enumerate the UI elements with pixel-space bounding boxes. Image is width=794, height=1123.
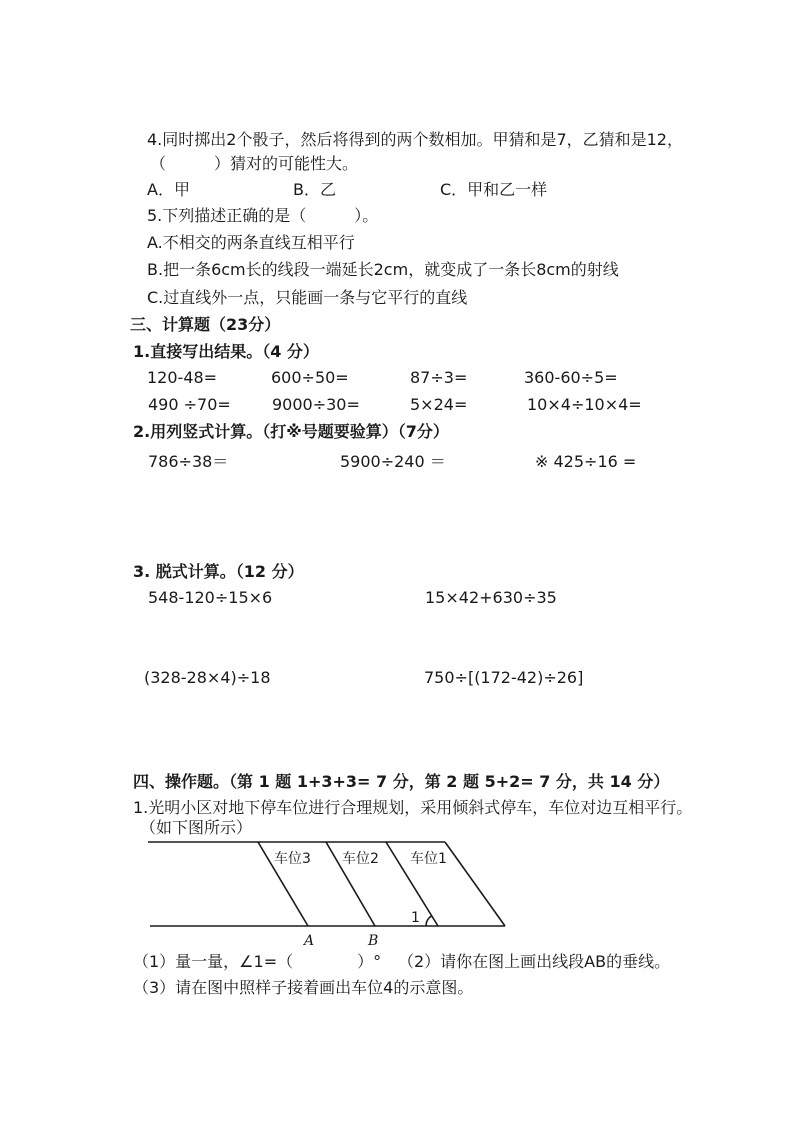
section4-q1-sub3: （3）请在图中照样子接着画出车位4的示意图。 (133, 978, 474, 997)
q4-stem-line1: 4.同时掷出2个骰子，然后将得到的两个数相加。甲猜和是7，乙猜和是12， (147, 130, 683, 149)
q4-option-c: C．甲和乙一样 (440, 180, 548, 199)
oral-calc-item: 87÷3= (410, 368, 468, 387)
oral-calc-item: 10×4÷10×4= (527, 395, 642, 414)
step-calc-item: (328-28×4)÷18 (144, 668, 271, 687)
oral-calc-item: 120-48= (147, 368, 218, 387)
q4-option-a: A．甲 (147, 180, 190, 199)
section4-q1-sub1: （1）量一量，∠1=（ ）° (133, 952, 382, 971)
oral-calc-item: 5×24= (410, 395, 468, 414)
q4-option-b: B．乙 (293, 180, 336, 199)
q5-option-b: B.把一条6cm长的线段一端延长2cm，就变成了一条长8cm的射线 (147, 260, 619, 279)
section4-title: 四、操作题。（第 1 题 1+3+3= 7 分，第 2 题 5+2= 7 分，共 14 分） (133, 772, 670, 791)
vertical-calc-item: ※ 425÷16 = (535, 452, 637, 471)
oral-calc-item: 600÷50= (271, 368, 349, 387)
oral-calc-item: 490 ÷70= (148, 395, 231, 414)
section4-q1-note: （如下图所示） (140, 818, 253, 837)
vertical-calc-item: 5900÷240 ＝ (340, 452, 446, 471)
angle-1-label: 1 (411, 910, 420, 926)
section4-q1-stem: 1.光明小区对地下停车位进行合理规划，采用倾斜式停车，车位对边互相平行。 (133, 798, 693, 817)
q5-stem: 5.下列描述正确的是（ ）。 (147, 206, 379, 225)
parking-space-2-label: 车位2 (342, 851, 379, 867)
q4-stem-line2: （ ）猜对的可能性大。 (150, 154, 359, 173)
parking-divider-line (445, 842, 505, 926)
section3-part1-title: 1.直接写出结果。（4 分） (133, 342, 319, 361)
vertical-calc-item: 786÷38＝ (148, 452, 229, 471)
section4-q1-sub2: （2）请你在图上画出线段AB的垂线。 (398, 952, 671, 971)
angle-1-arc (426, 916, 432, 926)
point-b-label: B (368, 933, 379, 949)
q5-option-c: C.过直线外一点，只能画一条与它平行的直线 (147, 288, 468, 307)
section3-part3-title: 3. 脱式计算。（12 分） (133, 562, 304, 581)
section3-title: 三、计算题（23分） (130, 315, 281, 334)
q5-option-a: A.不相交的两条直线互相平行 (147, 233, 355, 252)
parking-space-1-label: 车位1 (410, 851, 447, 867)
oral-calc-item: 360-60÷5= (524, 368, 618, 387)
oral-calc-item: 9000÷30= (272, 395, 360, 414)
parking-space-3-label: 车位3 (274, 851, 311, 867)
step-calc-item: 548-120÷15×6 (148, 588, 273, 607)
point-a-label: A (304, 933, 315, 949)
section3-part2-title: 2.用列竖式计算。（打※号题要验算）（7分） (133, 422, 449, 441)
parking-diagram (140, 835, 520, 950)
step-calc-item: 750÷[(172-42)÷26] (424, 668, 584, 687)
step-calc-item: 15×42+630÷35 (425, 588, 557, 607)
